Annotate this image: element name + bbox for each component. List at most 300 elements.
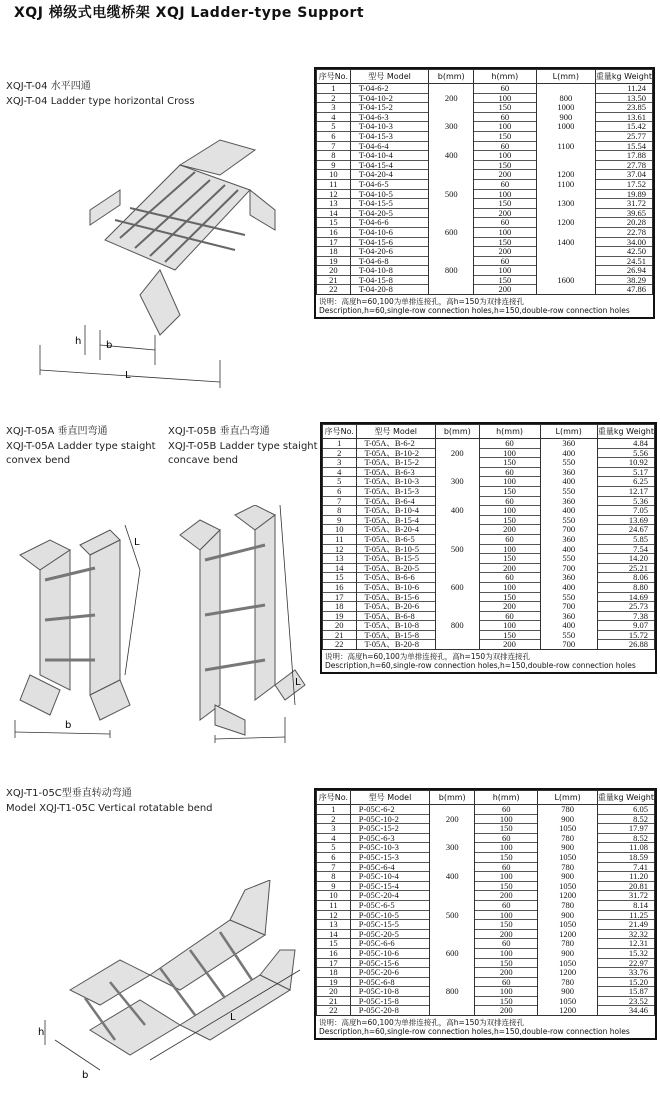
- row-height-h: 100: [475, 987, 538, 997]
- row-number: 5: [317, 122, 351, 132]
- dim-l-label: L: [125, 370, 131, 381]
- row-weight: 13.69: [597, 515, 654, 525]
- row-height-h: 60: [473, 256, 536, 266]
- col-header-no: 序号No.: [323, 425, 357, 439]
- row-width-b: 600: [429, 227, 473, 237]
- table-row: [323, 573, 655, 583]
- row-weight: 13.61: [595, 112, 652, 122]
- concave-bend-drawing: [10, 510, 150, 740]
- table-row: [323, 506, 655, 516]
- row-height-h: 100: [479, 506, 540, 516]
- row-width-b: 800: [429, 266, 473, 276]
- dim-l-label-a: L: [134, 537, 140, 548]
- row-weight: 13.50: [595, 93, 652, 103]
- row-width-b: [429, 275, 473, 285]
- row-number: 19: [317, 977, 351, 987]
- row-weight: 33.76: [597, 968, 654, 978]
- row-weight: 7.38: [597, 611, 654, 621]
- row-width-b: [429, 179, 473, 189]
- row-model: T-04-6-8: [350, 256, 429, 266]
- row-length-l: 700: [540, 563, 597, 573]
- row-width-b: 200: [436, 448, 480, 458]
- row-model: T-05A、B-6-5: [356, 534, 436, 544]
- row-width-b: 400: [430, 872, 475, 882]
- row-width-b: [430, 1006, 475, 1015]
- note-cn: 说明：高度h=60,100为单排连接孔，高h=150为双排连接孔: [325, 652, 531, 662]
- row-height-h: 150: [479, 592, 540, 602]
- row-model: P-05C-15-4: [350, 881, 430, 891]
- row-weight: 4.84: [597, 439, 654, 449]
- row-length-l: 1200: [536, 218, 595, 228]
- row-height-h: 150: [475, 996, 538, 1006]
- convex-bend-drawing: [175, 505, 315, 745]
- row-model: T-04-20-4: [350, 170, 429, 180]
- table-row: [317, 987, 655, 997]
- table-row: [317, 968, 655, 978]
- row-width-b: [430, 824, 475, 834]
- row-number: 8: [323, 506, 357, 516]
- row-model: P-05C-20-5: [350, 929, 430, 939]
- row-height-h: 100: [473, 227, 536, 237]
- row-width-b: [429, 199, 473, 209]
- table-row: [317, 227, 653, 237]
- row-weight: 8.52: [597, 814, 654, 824]
- table-row: [317, 179, 653, 189]
- row-width-b: [430, 920, 475, 930]
- row-number: 21: [323, 630, 357, 640]
- row-height-h: 100: [473, 189, 536, 199]
- row-model: T-05A、B-15-8: [356, 630, 436, 640]
- row-length-l: 360: [540, 573, 597, 583]
- row-width-b: [430, 996, 475, 1006]
- row-model: T-05A、B-6-4: [356, 496, 436, 506]
- row-height-h: 100: [473, 266, 536, 276]
- row-weight: 25.77: [595, 131, 652, 141]
- row-width-b: 500: [430, 910, 475, 920]
- section1-label-cn: XQJ-T-04 水平四通: [6, 81, 91, 92]
- table-row: [317, 247, 653, 257]
- row-number: 11: [317, 179, 351, 189]
- row-height-h: 150: [475, 920, 538, 930]
- row-number: 16: [317, 227, 351, 237]
- row-weight: 14.20: [597, 554, 654, 564]
- dim-b-label: b: [106, 340, 113, 351]
- row-length-l: 900: [538, 910, 598, 920]
- row-length-l: 800: [536, 93, 595, 103]
- row-weight: 23.52: [597, 996, 654, 1006]
- col-header-l: L(mm): [538, 791, 598, 805]
- row-number: 3: [317, 824, 351, 834]
- row-length-l: 550: [540, 458, 597, 468]
- col-header-h: h(mm): [473, 70, 536, 84]
- row-length-l: 400: [540, 621, 597, 631]
- table-row: [323, 621, 655, 631]
- row-weight: 20.28: [595, 218, 652, 228]
- row-width-b: 400: [429, 151, 473, 161]
- row-weight: 23.85: [595, 103, 652, 113]
- table-row: [317, 103, 653, 113]
- row-number: 15: [323, 573, 357, 583]
- row-width-b: [436, 486, 480, 496]
- row-model: P-05C-10-2: [350, 814, 430, 824]
- row-number: 13: [317, 920, 351, 930]
- row-model: T-05A、B-10-8: [356, 621, 436, 631]
- row-length-l: 400: [540, 506, 597, 516]
- row-length-l: 360: [540, 439, 597, 449]
- row-height-h: 150: [475, 824, 538, 834]
- note-en: Description,h=60,single-row connection holes,h=150,double-row connection holes: [325, 661, 636, 671]
- section3-label-cn: XQJ-T1-05C型垂直转动弯通: [6, 788, 132, 799]
- row-model: T-04-6-5: [350, 179, 429, 189]
- row-height-h: 150: [473, 131, 536, 141]
- row-height-h: 60: [479, 439, 540, 449]
- page-title: XQJ 梯级式电缆桥架 XQJ Ladder-type Support: [14, 5, 365, 21]
- spec-table-2: [320, 422, 657, 674]
- row-weight: 11.24: [595, 84, 652, 94]
- row-weight: 22.78: [595, 227, 652, 237]
- row-width-b: [430, 881, 475, 891]
- row-weight: 18.59: [597, 852, 654, 862]
- row-length-l: 900: [538, 987, 598, 997]
- row-length-l: 1050: [538, 852, 598, 862]
- row-height-h: 60: [475, 833, 538, 843]
- row-weight: 21.49: [597, 920, 654, 930]
- row-width-b: [436, 458, 480, 468]
- row-height-h: 100: [479, 621, 540, 631]
- row-width-b: [430, 891, 475, 901]
- row-width-b: [430, 900, 475, 910]
- row-weight: 8.06: [597, 573, 654, 583]
- row-model: P-05C-20-8: [350, 1006, 430, 1015]
- row-height-h: 100: [475, 948, 538, 958]
- col-header-weight: 重量kg Weight: [595, 70, 652, 84]
- row-model: P-05C-6-4: [350, 862, 430, 872]
- row-length-l: 1000: [536, 103, 595, 113]
- row-model: P-05C-10-4: [350, 872, 430, 882]
- row-height-h: 150: [479, 515, 540, 525]
- dim-b-label-a: b: [65, 720, 72, 731]
- row-model: T-04-15-4: [350, 160, 429, 170]
- row-height-h: 150: [479, 458, 540, 468]
- dim-l-label-c: L: [230, 1012, 236, 1023]
- row-height-h: 200: [479, 563, 540, 573]
- row-length-l: 780: [538, 939, 598, 949]
- row-height-h: 100: [479, 448, 540, 458]
- row-model: T-04-6-6: [350, 218, 429, 228]
- row-weight: 12.31: [597, 939, 654, 949]
- section2-label-en-a: XQJ-T-05A Ladder type staight convex bend: [6, 441, 156, 466]
- row-number: 16: [317, 948, 351, 958]
- col-header-l: L(mm): [536, 70, 595, 84]
- row-length-l: 700: [540, 640, 597, 649]
- row-model: T-05A、B-15-4: [356, 515, 436, 525]
- row-height-h: 60: [479, 534, 540, 544]
- row-width-b: 200: [430, 814, 475, 824]
- row-height-h: 200: [473, 247, 536, 257]
- row-height-h: 60: [473, 84, 536, 94]
- note-en: Description,h=60,single-row connection holes,h=150,double-row connection holes: [319, 1027, 630, 1037]
- row-length-l: 900: [538, 843, 598, 853]
- row-model: P-05C-15-5: [350, 920, 430, 930]
- row-weight: 31.72: [597, 891, 654, 901]
- row-height-h: 100: [479, 582, 540, 592]
- row-width-b: [430, 805, 475, 815]
- row-length-l: 550: [540, 630, 597, 640]
- row-width-b: [430, 929, 475, 939]
- row-number: 5: [317, 843, 351, 853]
- row-height-h: 100: [475, 872, 538, 882]
- row-model: T-04-15-6: [350, 237, 429, 247]
- row-height-h: 150: [473, 199, 536, 209]
- table-row: [323, 582, 655, 592]
- row-number: 13: [317, 199, 351, 209]
- row-height-h: 60: [475, 977, 538, 987]
- table-row: [317, 900, 655, 910]
- row-model: P-05C-15-2: [350, 824, 430, 834]
- row-length-l: 1050: [538, 996, 598, 1006]
- row-height-h: 100: [475, 843, 538, 853]
- row-height-h: 60: [475, 900, 538, 910]
- row-length-l: 780: [538, 977, 598, 987]
- row-number: 21: [317, 275, 351, 285]
- row-length-l: 550: [540, 515, 597, 525]
- row-width-b: [429, 103, 473, 113]
- table-row: [317, 218, 653, 228]
- row-weight: 8.80: [597, 582, 654, 592]
- note-cn: 说明：高度h=60,100为单排连接孔，高h=150为双排连接孔: [319, 297, 525, 307]
- row-length-l: 400: [540, 544, 597, 554]
- row-length-l: 550: [540, 554, 597, 564]
- row-number: 6: [323, 486, 357, 496]
- row-number: 1: [323, 439, 357, 449]
- row-height-h: 150: [475, 852, 538, 862]
- row-height-h: 200: [473, 285, 536, 294]
- row-weight: 7.54: [597, 544, 654, 554]
- row-width-b: [429, 237, 473, 247]
- row-model: T-05A、B-15-3: [356, 486, 436, 496]
- row-weight: 34.46: [597, 1006, 654, 1015]
- row-width-b: 800: [436, 621, 480, 631]
- row-length-l: [536, 151, 595, 161]
- row-number: 20: [317, 266, 351, 276]
- row-model: P-05C-10-8: [350, 987, 430, 997]
- col-header-h: h(mm): [479, 425, 540, 439]
- row-model: T-04-10-4: [350, 151, 429, 161]
- row-number: 22: [317, 285, 351, 294]
- row-number: 22: [317, 1006, 351, 1015]
- row-model: T-04-10-2: [350, 93, 429, 103]
- row-length-l: 1000: [536, 122, 595, 132]
- row-weight: 38.29: [595, 275, 652, 285]
- row-number: 10: [317, 170, 351, 180]
- table-row: [323, 486, 655, 496]
- row-weight: 47.86: [595, 285, 652, 294]
- row-width-b: 300: [436, 477, 480, 487]
- row-length-l: 780: [538, 833, 598, 843]
- row-number: 17: [323, 592, 357, 602]
- row-weight: 39.65: [595, 208, 652, 218]
- row-weight: 5.36: [597, 496, 654, 506]
- row-length-l: [536, 256, 595, 266]
- row-length-l: 1050: [538, 881, 598, 891]
- row-width-b: 300: [430, 843, 475, 853]
- table-row: [323, 602, 655, 612]
- row-weight: 26.94: [595, 266, 652, 276]
- row-width-b: 300: [429, 122, 473, 132]
- row-width-b: [429, 218, 473, 228]
- row-height-h: 150: [473, 275, 536, 285]
- row-number: 19: [317, 256, 351, 266]
- row-length-l: 1200: [538, 929, 598, 939]
- row-height-h: 150: [479, 486, 540, 496]
- row-length-l: 550: [540, 592, 597, 602]
- row-number: 11: [317, 900, 351, 910]
- row-length-l: 780: [538, 862, 598, 872]
- row-model: T-05A、B-6-6: [356, 573, 436, 583]
- row-weight: 5.17: [597, 467, 654, 477]
- row-number: 16: [323, 582, 357, 592]
- row-length-l: 360: [540, 467, 597, 477]
- row-height-h: 60: [473, 141, 536, 151]
- row-width-b: [436, 525, 480, 535]
- row-number: 7: [323, 496, 357, 506]
- row-height-h: 200: [473, 208, 536, 218]
- table-2: [322, 424, 655, 649]
- row-length-l: 900: [538, 872, 598, 882]
- row-number: 14: [323, 563, 357, 573]
- section2-label-cn-b: XQJ-T-05B 垂直凸弯通: [168, 426, 270, 437]
- row-length-l: 400: [540, 477, 597, 487]
- row-length-l: 400: [540, 448, 597, 458]
- row-width-b: [429, 160, 473, 170]
- row-width-b: [436, 592, 480, 602]
- row-number: 7: [317, 141, 351, 151]
- row-number: 20: [317, 987, 351, 997]
- col-header-weight: 重量kg Weight: [597, 425, 654, 439]
- row-length-l: [536, 285, 595, 294]
- table-3: [316, 790, 655, 1015]
- row-length-l: 900: [536, 112, 595, 122]
- table-row: [317, 266, 653, 276]
- row-height-h: 60: [479, 573, 540, 583]
- row-number: 6: [317, 852, 351, 862]
- row-model: P-05C-6-8: [350, 977, 430, 987]
- row-number: 2: [317, 814, 351, 824]
- rotatable-bend-drawing: [30, 880, 310, 1090]
- row-width-b: [429, 170, 473, 180]
- row-number: 22: [323, 640, 357, 649]
- col-header-l: L(mm): [540, 425, 597, 439]
- row-weight: 12.17: [597, 486, 654, 496]
- row-model: T-05A、B-15-2: [356, 458, 436, 468]
- row-model: P-05C-10-5: [350, 910, 430, 920]
- row-model: P-05C-6-2: [350, 805, 430, 815]
- table-row: [317, 285, 653, 294]
- row-number: 3: [317, 103, 351, 113]
- spec-table-3: [314, 788, 657, 1040]
- row-width-b: [436, 554, 480, 564]
- row-model: T-04-15-5: [350, 199, 429, 209]
- row-length-l: 700: [540, 525, 597, 535]
- row-height-h: 200: [475, 1006, 538, 1015]
- col-header-h: h(mm): [475, 791, 538, 805]
- row-model: T-04-10-6: [350, 227, 429, 237]
- row-width-b: [430, 852, 475, 862]
- row-height-h: 60: [473, 179, 536, 189]
- row-width-b: 600: [430, 948, 475, 958]
- row-weight: 7.41: [597, 862, 654, 872]
- row-number: 11: [323, 534, 357, 544]
- row-length-l: 360: [540, 611, 597, 621]
- row-width-b: [436, 573, 480, 583]
- row-model: P-05C-15-3: [350, 852, 430, 862]
- row-height-h: 200: [475, 891, 538, 901]
- table-1-body: [317, 84, 653, 295]
- row-weight: 32.32: [597, 929, 654, 939]
- row-model: T-05A、B-15-5: [356, 554, 436, 564]
- row-height-h: 60: [475, 862, 538, 872]
- row-number: 9: [317, 160, 351, 170]
- row-width-b: [430, 968, 475, 978]
- row-width-b: [436, 515, 480, 525]
- row-model: T-05A、B-10-2: [356, 448, 436, 458]
- row-length-l: 1050: [538, 920, 598, 930]
- row-height-h: 60: [473, 112, 536, 122]
- row-number: 9: [317, 881, 351, 891]
- row-weight: 8.52: [597, 833, 654, 843]
- row-width-b: [436, 602, 480, 612]
- row-number: 7: [317, 862, 351, 872]
- row-weight: 11.08: [597, 843, 654, 853]
- table-row: [323, 525, 655, 535]
- row-weight: 15.20: [597, 977, 654, 987]
- row-width-b: 400: [436, 506, 480, 516]
- row-model: T-04-10-3: [350, 122, 429, 132]
- table-row: [323, 640, 655, 649]
- row-number: 12: [323, 544, 357, 554]
- row-width-b: [429, 247, 473, 257]
- row-width-b: 600: [436, 582, 480, 592]
- table-row: [317, 824, 655, 834]
- row-number: 8: [317, 151, 351, 161]
- row-model: T-04-6-3: [350, 112, 429, 122]
- col-header-model: 型号 Model: [350, 791, 430, 805]
- row-length-l: 1200: [538, 1006, 598, 1015]
- row-length-l: 1600: [536, 275, 595, 285]
- row-number: 2: [317, 93, 351, 103]
- row-weight: 10.92: [597, 458, 654, 468]
- row-length-l: [536, 131, 595, 141]
- row-weight: 24.67: [597, 525, 654, 535]
- row-weight: 15.87: [597, 987, 654, 997]
- row-length-l: 1100: [536, 141, 595, 151]
- row-height-h: 60: [475, 805, 538, 815]
- row-height-h: 200: [473, 170, 536, 180]
- row-length-l: 1200: [536, 170, 595, 180]
- row-width-b: [436, 439, 480, 449]
- section2-label-cn-a: XQJ-T-05A 垂直凹弯通: [6, 426, 108, 437]
- row-weight: 17.97: [597, 824, 654, 834]
- row-length-l: 780: [538, 805, 598, 815]
- table-2-body: [323, 439, 655, 650]
- row-width-b: 500: [429, 189, 473, 199]
- row-weight: 17.52: [595, 179, 652, 189]
- row-model: T-04-10-8: [350, 266, 429, 276]
- row-number: 5: [323, 477, 357, 487]
- spec-table-1: [314, 67, 655, 319]
- row-weight: 15.42: [595, 122, 652, 132]
- row-height-h: 200: [479, 640, 540, 649]
